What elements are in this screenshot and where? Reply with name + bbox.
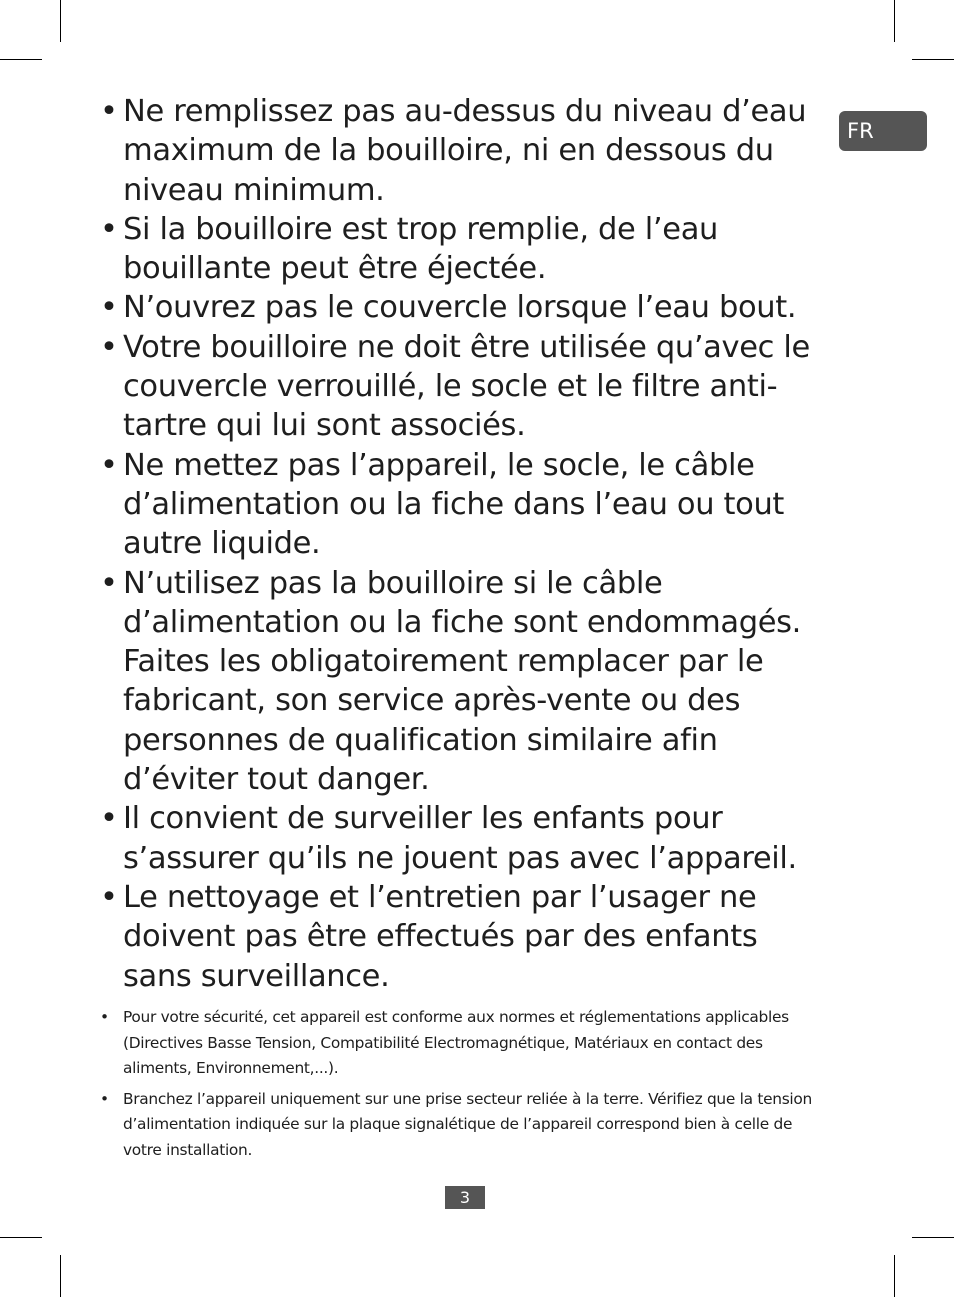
crop-mark (0, 1237, 42, 1238)
crop-mark (894, 1255, 895, 1297)
list-item (100, 92, 830, 210)
crop-mark (912, 1237, 954, 1238)
list-item (100, 210, 830, 289)
list-item (100, 1087, 830, 1164)
list-item-text: Il convient de surveiller les enfants pour s’assurer qu’ils ne jouent pas avec l’appareil. (123, 801, 797, 876)
list-item (100, 1005, 830, 1082)
bullet-icon: • (100, 211, 118, 247)
bullet-icon: • (100, 801, 118, 837)
list-item-text: Branchez l’appareil uniquement sur une prise secteur reliée à la terre. Vérifiez que la tension d’alimentation indiquée sur la plaque signalétique de l’appareil correspond bien à celle de votre installation. (123, 1089, 812, 1159)
bullet-icon: • (100, 879, 118, 915)
list-item-text: N’ouvrez pas le couvercle lorsque l’eau bout. (123, 290, 797, 326)
crop-mark (60, 1255, 61, 1297)
list-item-text: Votre bouilloire ne doit être utilisée qu’avec le couvercle verrouillé, le socle et le filtre anti-tartre qui lui sont associés. (123, 329, 810, 444)
bullet-icon: • (100, 565, 118, 601)
bullet-icon: • (100, 290, 118, 326)
language-tab: FR (839, 111, 927, 151)
bullet-icon: • (100, 1008, 109, 1026)
list-item-text: Ne mettez pas l’appareil, le socle, le câble d’alimentation ou la fiche dans l’eau ou tout autre liquide. (123, 447, 785, 562)
safety-instructions-list (100, 92, 830, 996)
list-item-text: Ne remplissez pas au-dessus du niveau d’eau maximum de la bouilloire, ni en dessous du niveau minimum. (123, 94, 807, 208)
crop-mark (894, 0, 895, 42)
list-item (100, 328, 830, 446)
page-number: 3 (445, 1186, 485, 1209)
crop-mark (60, 0, 61, 42)
bullet-icon: • (100, 329, 118, 365)
list-item-text: Si la bouilloire est trop remplie, de l’eau bouillante peut être éjectée. (123, 211, 719, 287)
list-item-text: Le nettoyage et l’entretien par l’usager ne doivent pas être effectués par des enfants sans surveillance. (123, 879, 758, 994)
crop-mark (0, 59, 42, 60)
compliance-notes-list (100, 1005, 830, 1168)
list-item-text: Pour votre sécurité, cet appareil est conforme aux normes et réglementations applicables (Directives Basse Tension, Compatibilité Electromagnétique, Matériaux en contact des aliments, Environnement,...). (123, 1008, 789, 1077)
crop-mark (912, 59, 954, 60)
bullet-icon: • (100, 1089, 109, 1108)
list-item (100, 446, 830, 564)
bullet-icon: • (100, 447, 118, 483)
list-item-text: N’utilisez pas la bouilloire si le câble d’alimentation ou la fiche sont endommagés. Faites les obligatoirement remplacer par le fabricant, son service après-vente ou des personnes de qualification similaire afin d’éviter tout danger. (123, 565, 802, 798)
list-item (100, 564, 830, 800)
list-item (100, 878, 830, 996)
list-item (100, 288, 830, 327)
list-item (100, 799, 830, 878)
bullet-icon: • (100, 94, 118, 129)
